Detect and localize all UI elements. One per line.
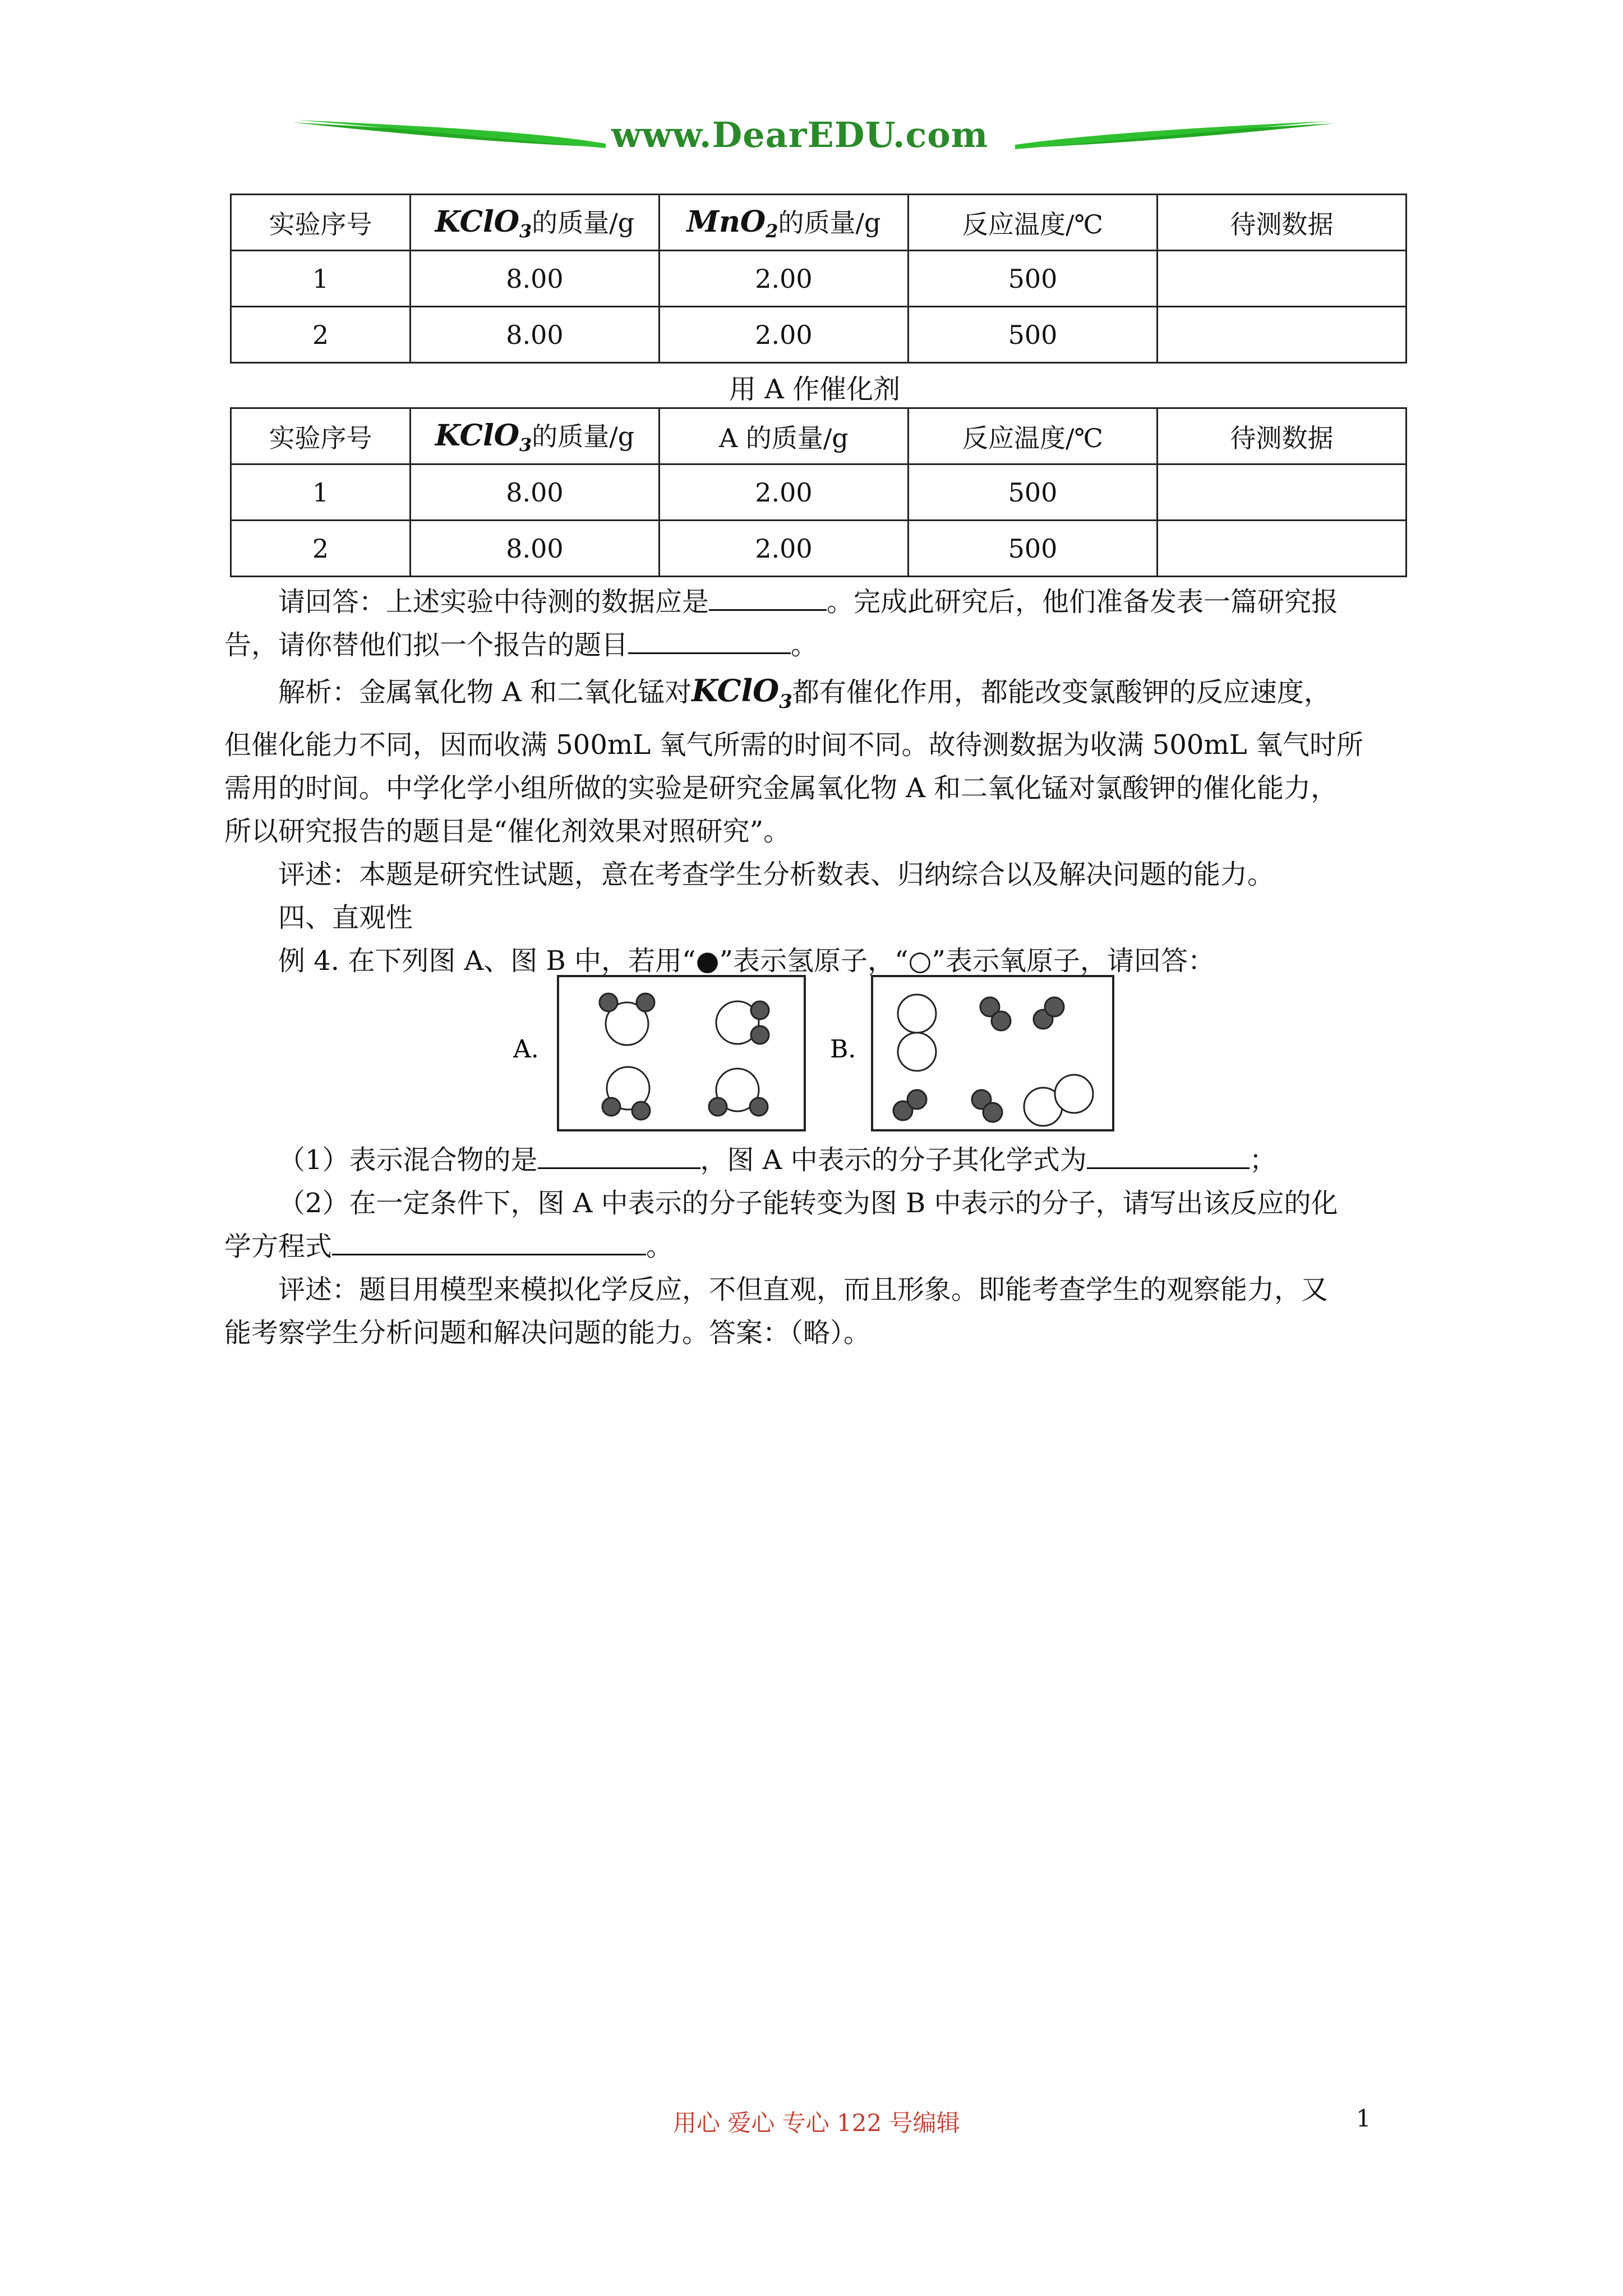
table-cell: 500 — [909, 464, 1158, 521]
table-cell: 500 — [909, 307, 1158, 363]
table-cell: 2 — [231, 307, 411, 363]
table-cell: 8.00 — [411, 464, 660, 521]
table-row — [231, 307, 1407, 363]
col-header: 反应温度/℃ — [909, 408, 1158, 464]
question-part-2: （2）在一定条件下，图 A 中表示的分子能转变为图 B 中表示的分子，请写出该反应的化 — [278, 1188, 1338, 1219]
col-header: KClO$_3$的质量/g — [411, 408, 660, 464]
mno2-experiment-table — [230, 194, 1407, 364]
comment-line: 评述：本题是研究性试题，意在考查学生分析数表、归纳综合以及解决问题的能力。 — [278, 858, 1275, 890]
molecule-diagram — [513, 973, 1119, 1136]
table-cell: 2 — [231, 521, 411, 577]
col-header: KClO$_3$的质量/g — [411, 195, 660, 251]
table-row — [231, 464, 1407, 521]
answer-blank — [709, 585, 827, 611]
col-header: MnO$_2$的质量/g — [660, 195, 909, 251]
table-header-row — [231, 195, 1407, 251]
page-footer: 用心 爱心 专心 122 号编辑 — [673, 2109, 960, 2137]
table-cell: 8.00 — [411, 521, 660, 577]
page-number: 1 — [1356, 2105, 1371, 2132]
answer-blank — [332, 1229, 646, 1255]
catalyst-a-experiment-table — [230, 407, 1407, 577]
body-text-upper — [224, 581, 1413, 983]
table-cell: 1 — [231, 464, 411, 521]
analysis-line: 需用的时间。中学化学小组所做的实验是研究金属氧化物 A 和二氧化锰对氯酸钾的催化能力， — [224, 772, 1338, 804]
table-cell: 500 — [909, 521, 1158, 577]
table2-caption: 用 A 作催化剂 — [729, 374, 901, 405]
site-header — [292, 112, 1335, 168]
question-line: 请回答：上述实验中待测的数据应是 。完成此研究后，他们准备发表一篇研究报 — [224, 581, 1413, 624]
table-row — [231, 251, 1407, 307]
col-header: A 的质量/g — [660, 408, 909, 464]
col-header: 待测数据 — [1158, 408, 1407, 464]
table-cell — [1158, 307, 1407, 363]
site-logo-text: www.DearEDU.com — [611, 114, 989, 155]
answer-blank — [1087, 1143, 1249, 1169]
table-row — [231, 521, 1407, 577]
molecule-figure — [513, 973, 1119, 1136]
table-cell: 8.00 — [411, 307, 660, 363]
svg-text:A.: A. — [513, 1035, 539, 1064]
col-header: 实验序号 — [231, 195, 411, 251]
answer-blank — [628, 628, 791, 654]
table-cell: 500 — [909, 251, 1158, 307]
water-molecule — [600, 993, 769, 1120]
col-header: 反应温度/℃ — [909, 195, 1158, 251]
table-cell: 8.00 — [411, 251, 660, 307]
analysis-line: 所以研究报告的题目是“催化剂效果对照研究”。 — [224, 815, 791, 847]
svg-text:B.: B. — [830, 1035, 856, 1064]
table-cell: 2.00 — [660, 464, 909, 521]
question-line: 告，请你替他们拟一个报告的题目 。 — [224, 624, 1413, 667]
col-header: 实验序号 — [231, 408, 411, 464]
analysis-line: 但催化能力不同，因而收满 500mL 氧气所需的时间不同。故待测数据为收满 500mL 氧气时所 — [224, 729, 1364, 761]
table-cell: 1 — [231, 251, 411, 307]
body-text-lower — [224, 1139, 1413, 1355]
table-cell: 2.00 — [660, 307, 909, 363]
question-part-2-cont: 学方程式 。 — [224, 1225, 1413, 1268]
section-heading: 四、直观性 — [278, 901, 413, 933]
table-cell: 2.00 — [660, 251, 909, 307]
table-header-row — [231, 408, 1407, 464]
table-cell — [1158, 521, 1407, 577]
comment-line: 能考察学生分析问题和解决问题的能力。答案：（略）。 — [224, 1317, 871, 1349]
gas-molecules — [893, 995, 1093, 1126]
table-cell — [1158, 464, 1407, 521]
table-cell: 2.00 — [660, 521, 909, 577]
col-header: 待测数据 — [1158, 195, 1407, 251]
example-line: 例 4. 在下列图 A、图 B 中，若用“●”表示氢原子，“○”表示氧原子，请回答： — [278, 945, 1215, 977]
answer-blank — [538, 1143, 700, 1169]
table-cell — [1158, 251, 1407, 307]
question-part-1: （1）表示混合物的是 ，图 A 中表示的分子其化学式为 ； — [224, 1139, 1413, 1182]
comment-line: 评述：题目用模型来模拟化学反应，不但直观，而且形象。即能考查学生的观察能力，又 — [278, 1274, 1329, 1305]
analysis-line: 解析：金属氧化物 A 和二氧化锰对KClO$_3$都有催化作用，都能改变氯酸钾的反应速度， — [278, 673, 1331, 713]
